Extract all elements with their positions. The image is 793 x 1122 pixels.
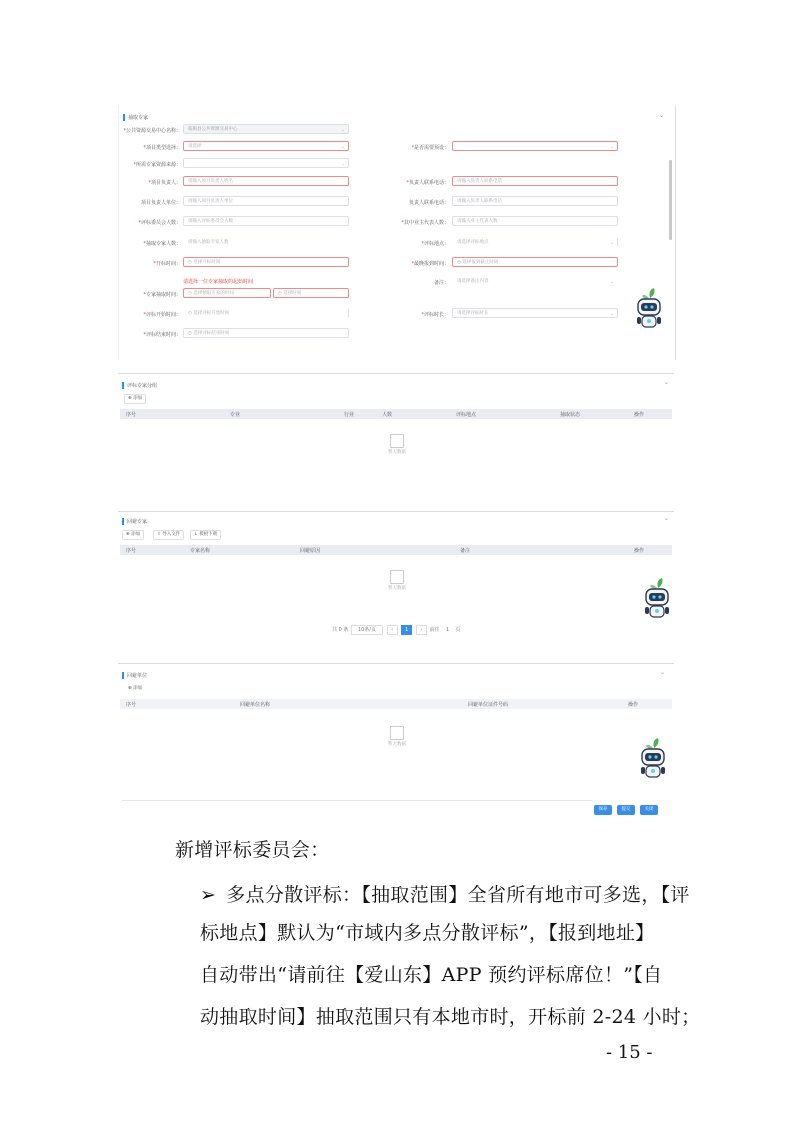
pagination bbox=[332, 625, 461, 635]
eval-end-label: *评标结束时间： bbox=[143, 332, 181, 338]
project-type-label: *项目类型选择： bbox=[143, 145, 181, 151]
download-template-button[interactable]: ↓ 模板下载 bbox=[190, 530, 221, 540]
close-button[interactable]: 关闭 bbox=[640, 805, 658, 815]
error-message: 请选择一位专家抽取的起始时间 bbox=[183, 279, 254, 285]
scrollbar[interactable] bbox=[669, 160, 672, 240]
owner-count-input[interactable]: 请输入业主代表人数 bbox=[452, 216, 618, 226]
col-header: 操作 bbox=[628, 702, 639, 708]
project-type-select[interactable]: 请选择 ⌄ bbox=[183, 141, 349, 151]
col-header: 人数 bbox=[382, 412, 393, 418]
committee-count-input[interactable]: 请输入评标委员会人数 bbox=[183, 216, 349, 226]
source-label: *所需专家资源来源： bbox=[133, 162, 181, 168]
collapse-icon[interactable]: ⌄ bbox=[664, 515, 670, 522]
next-page-button[interactable]: › bbox=[416, 625, 427, 635]
contact-phone-label: 负责人联系电话： bbox=[408, 200, 449, 206]
doc-line: 动抽取时间】抽取范围只有本地市时，开标前 2-24 小时； bbox=[200, 1006, 701, 1028]
assistant-robot-icon[interactable] bbox=[638, 738, 668, 786]
committee-count-label: *评标委员会人数： bbox=[138, 220, 181, 226]
empty-state: 暂无数据 bbox=[382, 570, 412, 591]
table-header bbox=[120, 699, 672, 709]
checkin-time-input[interactable]: ◷ 选择报到截止时间 bbox=[452, 257, 618, 267]
empty-box-icon bbox=[390, 570, 404, 584]
goto-input[interactable]: 1 bbox=[442, 625, 453, 635]
col-header: 回避原因 bbox=[300, 548, 321, 554]
col-header: 备注 bbox=[460, 548, 471, 554]
add-unit-button[interactable]: ⊕ 添加 bbox=[124, 684, 146, 694]
open-time-input[interactable]: ◷ 选择开标时间 bbox=[183, 257, 349, 267]
page-number: - 15 - bbox=[606, 1042, 653, 1063]
eval-start-label: *评标开始时间： bbox=[143, 312, 181, 318]
source-select[interactable]: ⌄ bbox=[183, 158, 349, 168]
goto-label: 前往 bbox=[429, 627, 440, 633]
eval-duration-select[interactable]: 请选择评标时长 ⌄ bbox=[452, 308, 618, 318]
empty-state: 暂无数据 bbox=[382, 726, 412, 747]
add-group-button[interactable]: ⊕ 添加 bbox=[124, 394, 146, 404]
col-header: 回避单位名称 bbox=[240, 702, 271, 708]
avoid-expert-panel bbox=[118, 511, 674, 644]
prev-page-button[interactable]: ‹ bbox=[387, 625, 398, 635]
save-button[interactable]: 保存 bbox=[594, 805, 612, 815]
page-suffix: 页 bbox=[455, 627, 461, 633]
empty-box-icon bbox=[390, 726, 404, 740]
col-header: 专家名称 bbox=[190, 548, 211, 554]
table-header bbox=[120, 409, 672, 419]
col-header: 序号 bbox=[126, 412, 137, 418]
owner-count-label: *其中业主代表人数： bbox=[401, 220, 449, 226]
total-count: 共 0 条 bbox=[332, 627, 349, 633]
section-title: 抽取专家 bbox=[123, 114, 148, 121]
section-title: 回避单位 bbox=[122, 672, 147, 679]
extract-date-input[interactable]: ◷ 选择抽取专家的时间 bbox=[183, 288, 271, 298]
page-size-select[interactable]: 10条/页 bbox=[351, 625, 383, 635]
page-1-button[interactable]: 1 bbox=[401, 625, 412, 635]
bid-place-label: *评标地点： bbox=[421, 241, 449, 247]
section-title: 评标专家分组 bbox=[122, 382, 157, 389]
eval-start-input[interactable]: ◷ 选择评标开始时间 bbox=[183, 308, 349, 318]
contact-phone-input[interactable]: 请输入负责人联系电话 bbox=[452, 196, 618, 206]
bid-place-select[interactable]: 请选择评标地点 ⌄ bbox=[452, 237, 618, 247]
bullet-icon: ➢ bbox=[200, 884, 217, 906]
collapse-icon[interactable]: ⌄ bbox=[660, 669, 666, 676]
center-field: 临朐县公共资源交易中心 ⌄ bbox=[183, 124, 349, 134]
doc-bullet-line: ➢ 多点分散评标：【抽取范围】全省所有地市可多选，【评 bbox=[200, 884, 690, 906]
leader-label: *项目负责人： bbox=[148, 180, 181, 186]
open-time-label: *开标时间： bbox=[153, 261, 181, 267]
col-header: 抽取状态 bbox=[560, 412, 581, 418]
leader-unit-label: 项目负责人单位： bbox=[140, 200, 181, 206]
expert-count-input[interactable]: 请输入抽取专家人数 bbox=[183, 237, 349, 247]
col-header: 操作 bbox=[634, 548, 645, 554]
empty-box-icon bbox=[390, 434, 404, 448]
add-expert-button[interactable]: ⊕ 添加 bbox=[122, 530, 144, 540]
leader-unit-input[interactable]: 请输入项目负责人单位 bbox=[183, 196, 349, 206]
avoid-unit-panel bbox=[118, 663, 674, 816]
section-title: 回避专家 bbox=[122, 518, 147, 525]
doc-paragraph-heading: 新增评标委员会： bbox=[175, 839, 330, 861]
col-header: 回避单位证件号码 bbox=[468, 702, 509, 708]
col-header: 序号 bbox=[126, 702, 137, 708]
collapse-icon[interactable]: ⌄ bbox=[659, 112, 665, 119]
col-header: 专业 bbox=[230, 412, 241, 418]
extract-time-input[interactable]: ◷ 选择时间 bbox=[273, 288, 349, 298]
divider bbox=[122, 800, 592, 801]
preset-select[interactable]: ⌄ bbox=[452, 141, 618, 151]
assistant-robot-icon[interactable] bbox=[634, 288, 664, 336]
doc-line: 标地点】默认为“市域内多点分散评标”，【报到地址】 bbox=[200, 922, 655, 944]
table-header bbox=[120, 545, 672, 555]
checkin-time-label: *最晚报到时间： bbox=[411, 261, 449, 267]
expert-count-label: *抽取专家人数： bbox=[143, 241, 181, 247]
leader-input[interactable]: 请输入项目负责人姓名 bbox=[183, 176, 349, 186]
import-file-button[interactable]: ⇪ 导入文件 bbox=[153, 530, 184, 540]
expert-extraction-form bbox=[118, 105, 676, 360]
remark-label: 备注： bbox=[433, 280, 449, 286]
remark-select[interactable]: 请选择备注内容 ⌄ bbox=[452, 276, 618, 286]
submit-button[interactable]: 提交 bbox=[617, 805, 635, 815]
col-header: 序号 bbox=[126, 548, 137, 554]
preset-label: *是否需要预设： bbox=[411, 145, 449, 151]
empty-state: 暂无数据 bbox=[382, 434, 412, 455]
leader-phone-label: *负责人联系电话： bbox=[406, 180, 449, 186]
col-header: 评标地点 bbox=[456, 412, 477, 418]
col-header: 操作 bbox=[634, 412, 645, 418]
eval-end-input[interactable]: ◷ 选择评标结束时间 bbox=[183, 328, 349, 338]
col-header: 行业 bbox=[344, 412, 355, 418]
collapse-icon[interactable]: ⌄ bbox=[664, 379, 670, 386]
doc-line: 自动带出“请前往【爱山东】APP 预约评标席位！”【自 bbox=[200, 964, 663, 986]
assistant-robot-icon[interactable] bbox=[642, 578, 672, 626]
expert-group-panel bbox=[118, 373, 674, 494]
eval-duration-label: *评标时长： bbox=[421, 312, 449, 318]
center-label: *公共资源交易中心名称： bbox=[123, 128, 181, 134]
extract-time-label: *专家抽取时间： bbox=[143, 292, 181, 298]
leader-phone-input[interactable]: 请输入负责人联系电话 bbox=[452, 176, 618, 186]
